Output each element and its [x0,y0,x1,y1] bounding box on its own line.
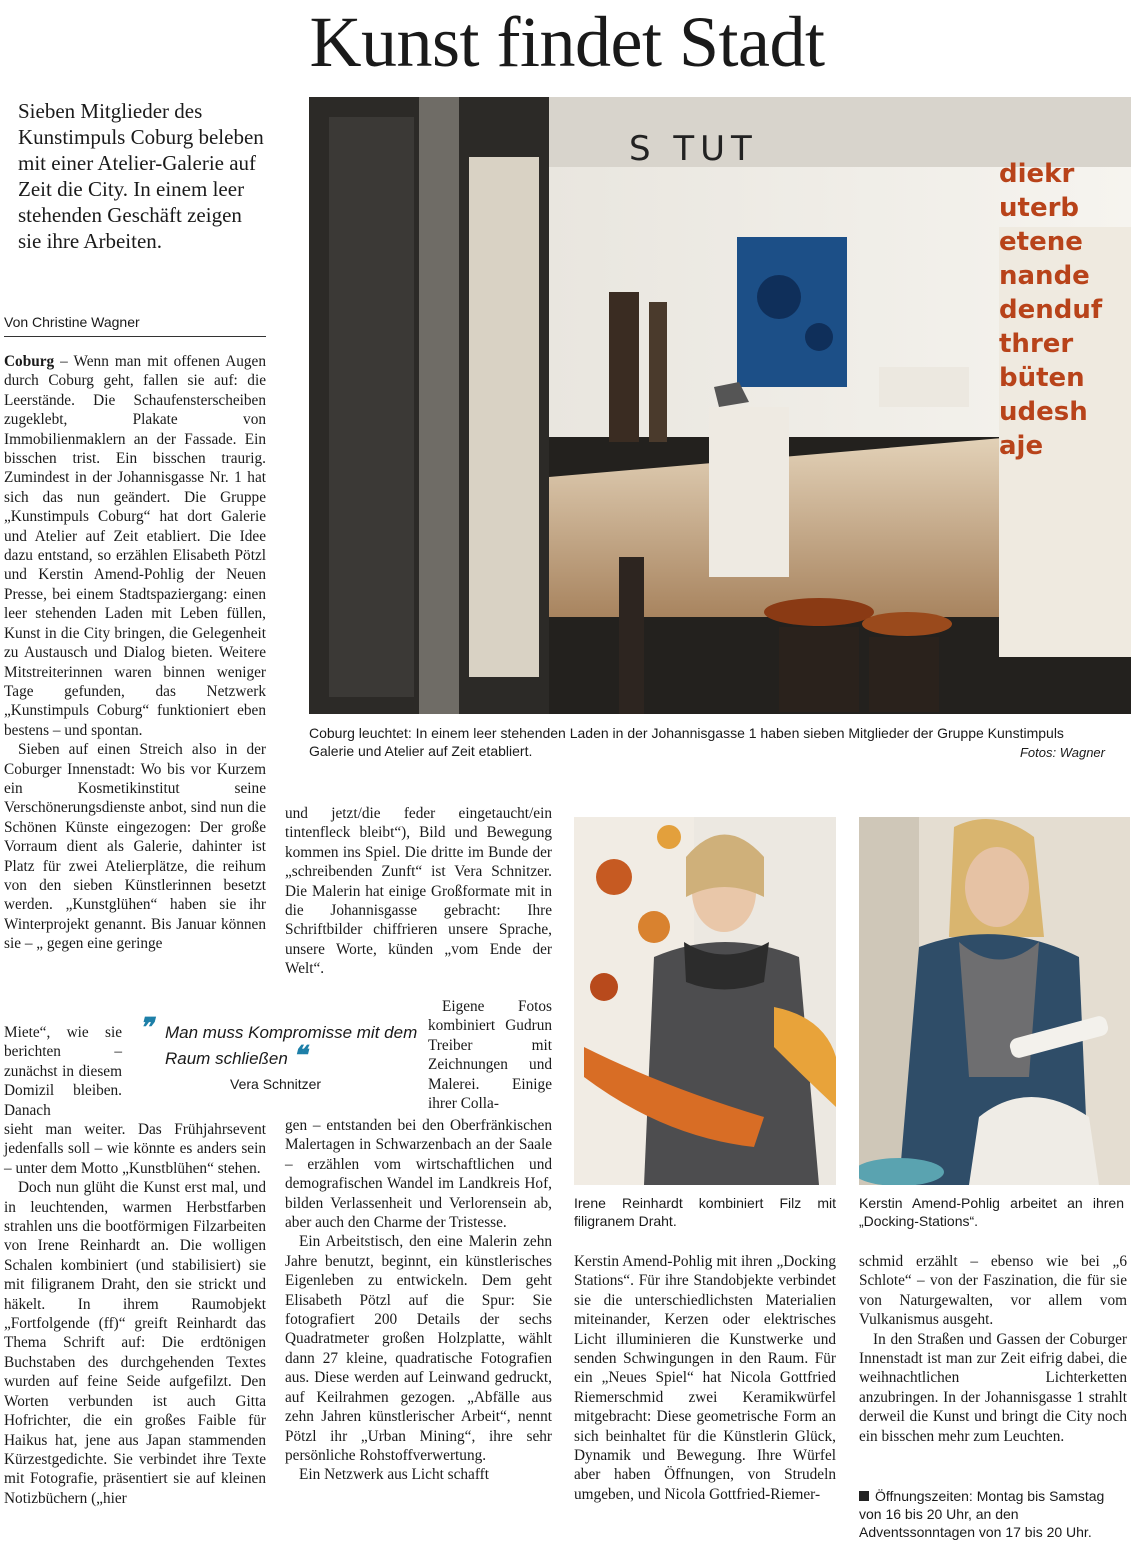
byline: Von Christine Wagner [4,314,266,337]
amend-pohlig-caption: Kerstin Amend-Pohlig arbeitet an ihren „Docking-Stations“. [859,1195,1124,1229]
banner-line: udesh [999,397,1088,427]
paragraph: schmid erzählt – ebenso wie bei „6 Schlote“ – von der Faszination, die für sie von Naturgewalten, vor allem vom Vulkanismus ausgeht. [859,1253,1127,1329]
article-column-3 [574,1252,836,1504]
article-column-1 [4,352,266,954]
banner-line: büten [999,363,1085,393]
lead-paragraph: Sieben Mitglieder des Kunstimpuls Coburg beleben mit einer Atelier-Galerie auf Zeit die City. In einem leer stehenden Geschäft zeigen sie ihre Arbeiten. [18,99,264,253]
paragraph: Eigene Fotos kombiniert Gudrun Treiber mit Zeichnungen und Malerei. Einige ihrer Colla- [428,998,552,1113]
amend-pohlig-photo-image [859,817,1130,1185]
paragraph-text: – Wenn man mit offenen Augen durch Coburg geht, fallen sie auf: die Leerstände. Die Schaufensterscheiben zugeklebt, Plakate von Immobilienmaklern an der Fassade. Ein bisschen trist. Ein bisschen traurig. Zumindest in der Johannisgasse Nr. 1 hat sich das nun geändert. Die Gruppe „Kunstimpuls Coburg“ hat dort Galerie und Atelier auf Zeit etabliert. Die Idee dazu entstand, so erzählen Elisabeth Pötzl und Kerstin Amend-Pohlig der Neuen Presse, bei einem Stadtspaziergang: einen leer stehenden Laden mit Leben füllen, Kunst in die City bringen, die Gelegenheit zu Austausch und Dialog bieten. Weitere Mitstreiterinnen waren binnen weniger Tage gefunden, das Netzwerk „Kunstimpuls Coburg“ funktioniert eben bestens – und spontan. [4,353,266,739]
paragraph: gen – entstanden bei den Oberfränkischen Malertagen in Schwarzenbach an der Saale – erzählen vom wirtschaftlichen und demografischen Wandel im Landkreis Hof, bilden Verlassenheit und Verlorensein ab, aber auch den Charme der Tristesse. [285,1117,552,1232]
paragraph: Kerstin Amend-Pohlig mit ihren „Docking Stations“. Für ihre Standobjekte verbindet sie die unterschiedlichsten Materialien miteinander, Kerzen oder elektrisches Licht illuminieren die Kunstwerke und senden Schwingungen in den Raum. Für ein „Neues Spiel“ hat Nicola Gottfried Riemerschmid zwei Keramikwürfel mitgebracht: Diese geometrische Form an sich beinhaltet für die Künstlerin Glück, Dynamik und Bewegung. Ihre Würfel aber haben Öffnungen, von Strudeln umgeben, und Nicola Gottfried-Riemer- [574,1253,836,1503]
paragraph: sieht man weiter. Das Frühjahrsevent jedenfalls soll – wie könnte es anders sein – unter dem Motto „Kunstblühen“ stehen. [4,1121,266,1177]
article-column-4 [859,1252,1127,1446]
paragraph: Ein Arbeitstisch, den eine Malerin zehn Jahre benutzt, beginnt, ein künstlerisches Eigenleben zu entwickeln. Dem geht Elisabeth Pötzl auf die Spur: Sie fotografiert 200 Details der sechs Quadratmeter großen Holzplatte, wählt dann 27 kleine, quadratische Fotografien aus. Diese werden auf Leinwand gedruckt, auf Keilrahmen gezogen. „Abfälle aus zehn Jahren künstlerischer Arbeit“, nennt Pötzl ihr „Urban Mining“, ihre sehr persönliche Rohstoffverwertung. [285,1233,552,1464]
reinhardt-photo-image [574,817,836,1185]
paragraph: In den Straßen und Gassen der Coburger Innenstadt ist man zur Zeit eifrig dabei, die weihnachtlichen Lichterketten anzubringen. In der Johannisgasse 1 strahlt derweil die Kunst und bringt die City noch ein bisschen mehr zum Leuchten. [859,1330,1127,1445]
banner-line: diekr [999,159,1075,189]
article-column-1-wrap [4,1023,122,1120]
gallery-photo [309,97,1131,714]
paragraph [4,352,266,740]
banner-line: threr [999,329,1074,359]
headline: Kunst findet Stadt [309,2,825,82]
amend-pohlig-photo [859,817,1130,1185]
reinhardt-photo [574,817,836,1185]
pull-quote [135,1012,420,1092]
article-column-2 [285,804,552,979]
opening-hours [859,1487,1127,1541]
paragraph: Miete“, wie sie berichten – zunächst in diesem Domizil bleiben. Danach [4,1024,122,1119]
gallery-sign: S TUT [629,129,758,169]
pull-quote-text [135,1012,420,1070]
banner-line: aje [999,431,1044,461]
quote-close-icon: ❝ [292,1040,307,1070]
paragraph: und jetzt/die feder eingetaucht/ein tintenfleck bleibt“), Bild und Bewegung kommen ins Spiel. Die dritte im Bunde der „schreibenden Zunft“ ist Vera Schnitzer. Die Malerin hat einige Großformate mit in die Johannisgasse gebracht: Ihre Schriftbilder chiffrieren unsere Sprache, unsere Worte, künden „vom Ende der Welt“. [285,805,552,978]
article-column-1-cont [4,1120,266,1508]
opening-hours-text: Öffnungszeiten: Montag bis Samstag von 16 bis 20 Uhr, an den Adventssonntagen von 17 bis 20 Uhr. [859,1488,1105,1540]
photo-credit: Fotos: Wagner [1019,745,1105,760]
paragraph: Doch nun glüht die Kunst erst mal, und in leuchtenden, warmen Herbstfarben strahlen uns die bootförmigen Filzarbeiten von Irene Reinhardt an. Die wolligen Schalen kombiniert (und stabilisiert) sie mit filigranem Draht, den sie strickt und häkelt. In ihrem Raumobjekt „Fortfolgende (ff)“ greift Reinhardt das Thema Schrift auf: Die erdtönigen Buchstaben des durchgehenden Textes wurden auf feine Seide aufgefilzt. Den Worten verbunden ist auch Gitta Hofrichter, die ein großes Faible für Haikus hat, jene aus Japan stammenden Kürzestgedichte. Sie verbindet ihre Texte mit Fotografie, präsentiert sie auf kleinen Notizbüchern („hier [4,1179,266,1507]
quote-author: Vera Schnitzer [230,1076,322,1092]
quote-text: Man muss Kompromisse mit dem Raum schließen [165,1023,418,1068]
quote-open-icon: ❞ [139,1012,153,1042]
text-banner [999,157,1131,463]
banner-line: nande [999,261,1090,291]
dateline: Coburg [4,353,55,370]
main-photo-caption [309,724,1109,760]
article-column-2-cont [285,1116,552,1485]
banner-line: denduf [999,295,1103,325]
banner-line: uterb [999,193,1080,223]
bullet-square-icon [859,1491,869,1501]
article-column-2-wrap [428,997,552,1113]
reinhardt-caption: Irene Reinhardt kombiniert Filz mit filigranem Draht. [574,1195,836,1229]
banner-line: etene [999,227,1083,257]
paragraph: Ein Netzwerk aus Licht schafft [299,1466,490,1484]
caption-text: Coburg leuchtet: In einem leer stehenden Laden in der Johannisgasse 1 haben sieben Mitglieder der Gruppe Kunstimpuls Galerie und Atelier auf Zeit etabliert. [309,725,1064,759]
paragraph: Sieben auf einen Streich also in der Coburger Innenstadt: Wo bis vor Kurzem ein Kosmetikinstitut seine Verschönerungsdienste anbot, sind nun die Schönen Künste eingezogen: Der große Vorraum dient als Galerie, dahinter ist Platz für zwei Atelierplätze, die reihum von den sieben Künstlerinnen besetzt werden. „Kunstglühen“ haben sie ihr Winterprojekt genannt. Bis Januar können sie – „ gegen eine geringe [4,741,266,953]
